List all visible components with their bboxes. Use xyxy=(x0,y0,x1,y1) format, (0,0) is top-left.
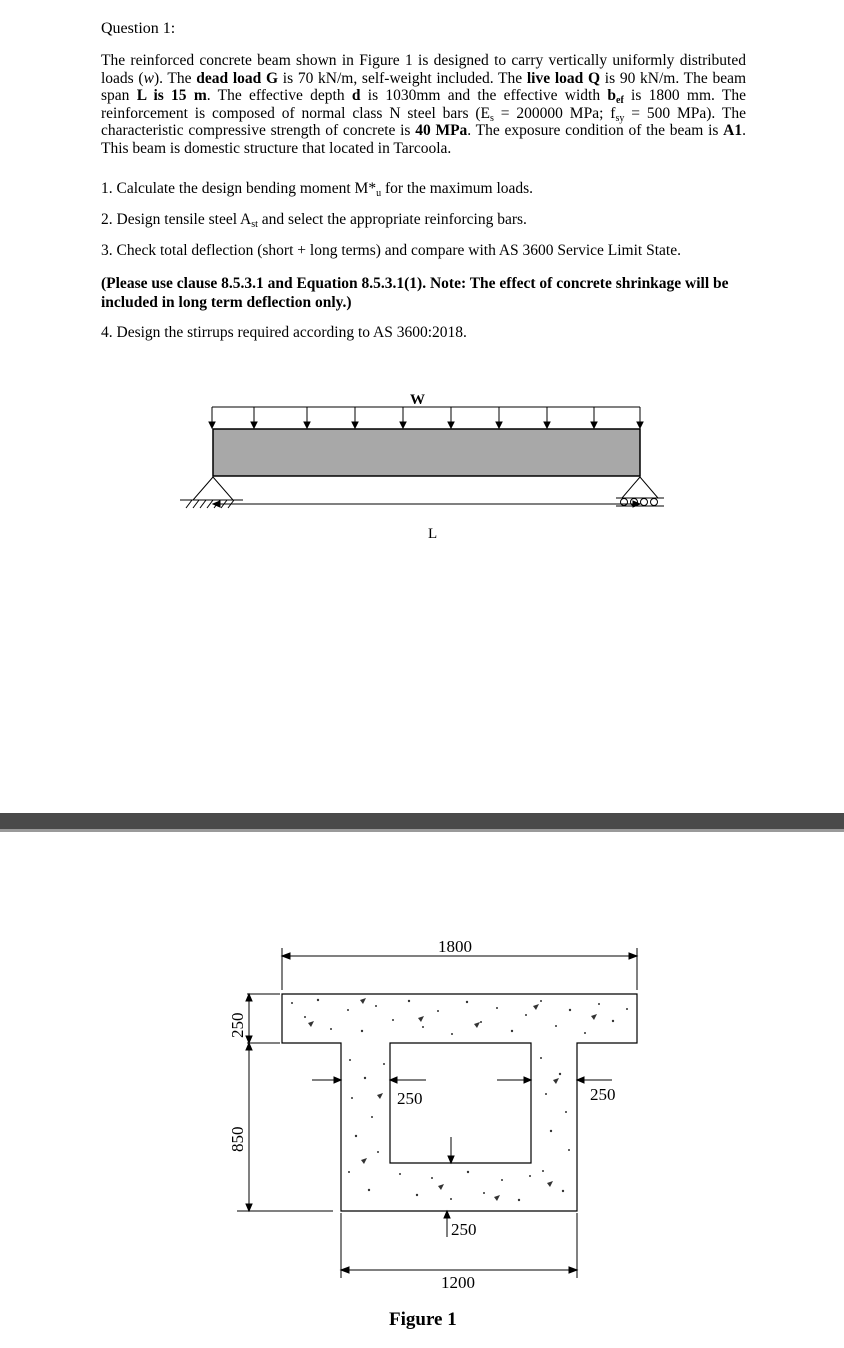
web-depth-dimension xyxy=(237,1043,333,1211)
task-item-4: 4. Design the stirrups required according to AS 3600:2018. xyxy=(101,324,467,341)
task-item-3: 3. Check total deflection (short + long terms) and compare with AS 3600 Service Limit State. xyxy=(101,242,681,259)
load-arrows xyxy=(209,407,643,428)
web-depth-label: 850 xyxy=(228,1126,247,1152)
paragraph-segment: s xyxy=(490,112,494,124)
beam-diagram xyxy=(0,380,844,550)
flange-depth-label: 250 xyxy=(228,1012,247,1038)
paragraph-segment: is 1800 mm. The reinforcement is composed of normal class N steel bars (E xyxy=(101,87,746,122)
right-web-label: 250 xyxy=(590,1085,616,1104)
paragraph-segment: sy xyxy=(615,112,625,124)
task-note: (Please use clause 8.5.3.1 and Equation 8.5.3.1(1). Note: The effect of concrete shrinkage will be included in long term deflection only.) xyxy=(101,275,729,311)
paragraph-segment: w xyxy=(143,69,154,87)
bottom-width-label: 1200 xyxy=(441,1273,475,1292)
question-paragraph xyxy=(101,52,746,158)
span-dimension xyxy=(213,501,640,507)
paragraph-segment: A1 xyxy=(723,122,743,140)
paragraph-segment: 40 MPa xyxy=(415,122,468,140)
concrete-section xyxy=(282,994,637,1211)
paragraph-segment: dead load G xyxy=(196,69,279,87)
question-title: Question 1: xyxy=(101,20,176,37)
cross-section-diagram xyxy=(0,930,844,1340)
paragraph-segment: is 90 kN/m. The beam span xyxy=(101,69,747,105)
paragraph-segment: is 70 kN/m, self-weight included. The xyxy=(278,69,527,87)
beam-body xyxy=(213,429,640,476)
paragraph-segment: L is 15 m xyxy=(136,87,207,105)
paragraph-segment: ). The xyxy=(153,69,197,87)
paragraph-segment: = 200000 MPa; f xyxy=(493,104,616,122)
paragraph-segment: is 1030mm and the effective width xyxy=(360,87,608,105)
paragraph-segment: The reinforced concrete beam shown in Figure 1 is designed to carry vertically uniformly distributed loads ( xyxy=(101,52,746,87)
top-width-label: 1800 xyxy=(438,937,472,956)
task-item-1: 1. Calculate the design bending moment $M*_u$ for the maximum loads. xyxy=(101,180,534,199)
paragraph-segment: d xyxy=(351,87,361,105)
paragraph-segment: b xyxy=(607,87,616,105)
page-divider xyxy=(0,813,844,829)
left-web-label: 250 xyxy=(397,1089,423,1108)
paragraph-segment: = 500 MPa). The characteristic compressive strength of concrete is xyxy=(101,104,746,140)
figure-caption: Figure 1 xyxy=(389,1309,457,1330)
task-item-2: 2. Design tensile steel $A_{st}$ and select the appropriate reinforcing bars. xyxy=(101,211,527,230)
load-label: W xyxy=(410,392,425,408)
paragraph-segment: live load Q xyxy=(526,69,601,87)
paragraph-segment: . The exposure condition of the beam is xyxy=(467,122,724,140)
paragraph-segment: ef xyxy=(616,95,624,107)
paragraph-segment: . The effective depth xyxy=(206,87,352,105)
paragraph-segment: . This beam is domestic structure that located in Tarcoola. xyxy=(101,122,746,157)
page-divider-shadow xyxy=(0,829,844,832)
bottom-flange-label: 250 xyxy=(451,1220,477,1239)
span-label: L xyxy=(428,526,438,542)
flange-depth-dimension xyxy=(246,994,280,1043)
roller-support xyxy=(616,477,664,506)
pin-support xyxy=(180,477,243,508)
